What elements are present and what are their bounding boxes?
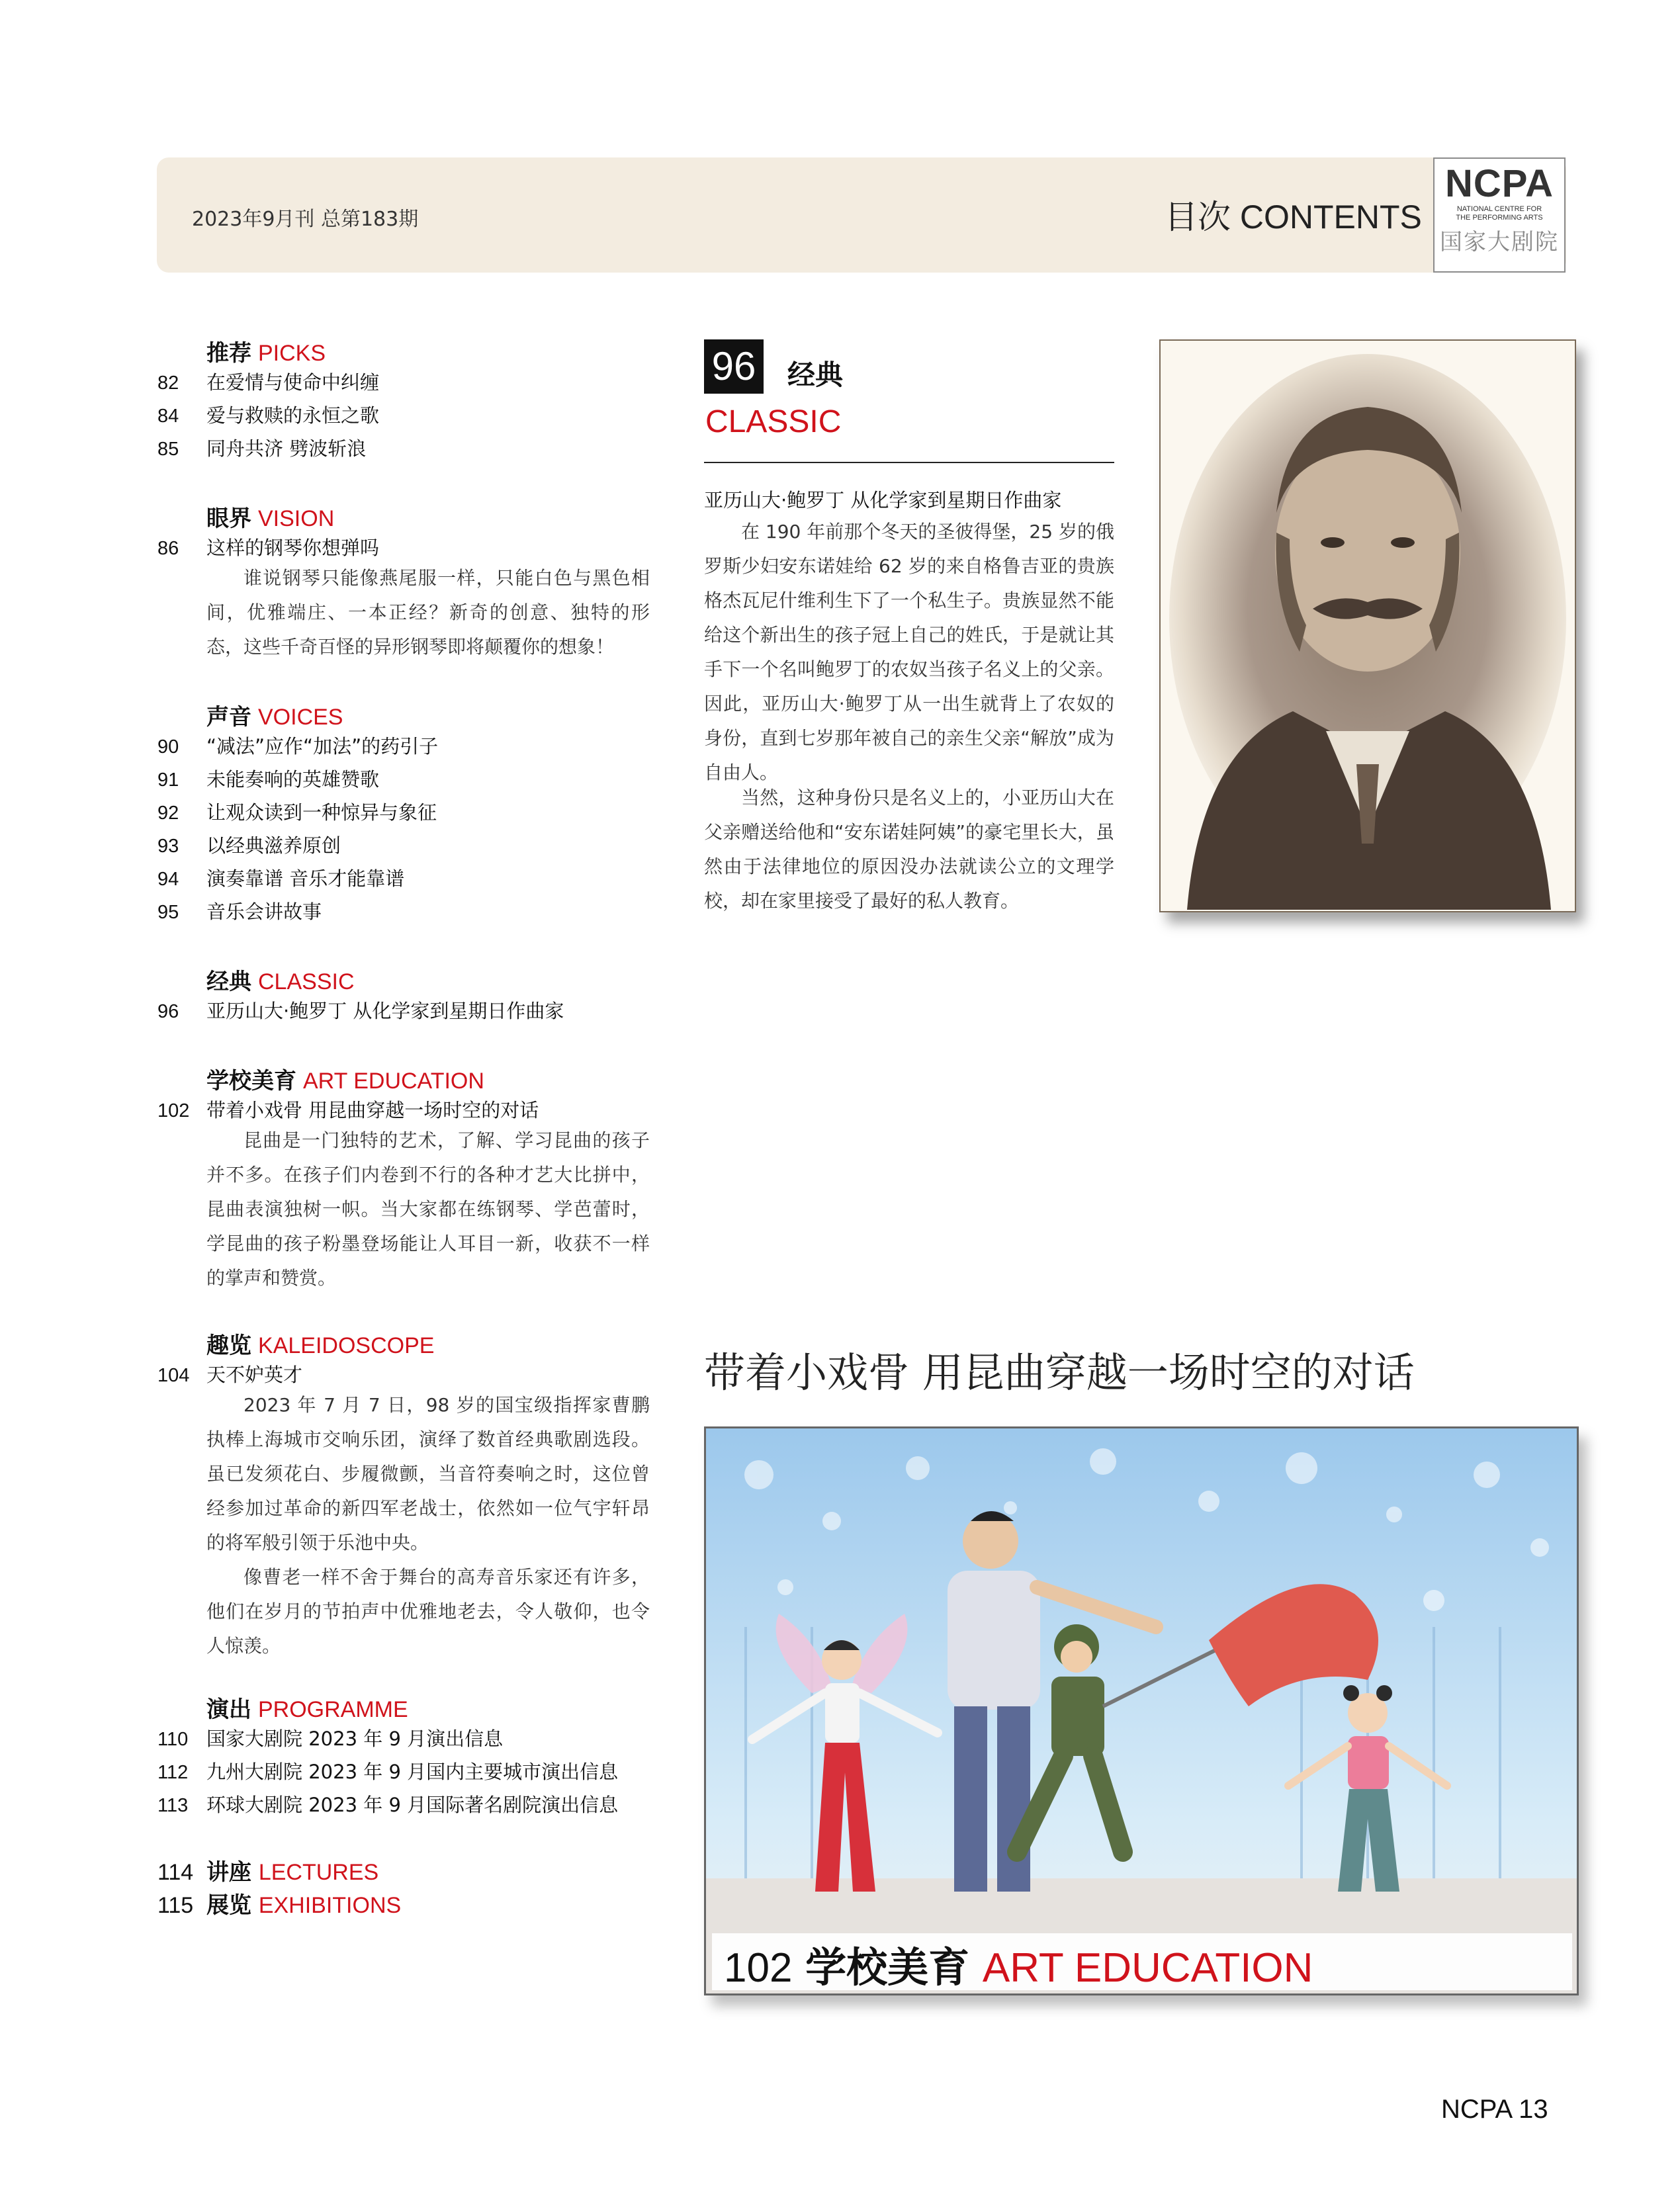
page-footer: NCPA 13 — [1441, 2095, 1548, 2124]
toc-item[interactable]: 112 九州大剧院 2023 年 9 月国内主要城市演出信息 — [157, 1761, 619, 1783]
issue-info: 2023年9月刊 总第183期 — [192, 208, 419, 231]
toc-item[interactable]: 94 演奏靠谱 音乐才能靠谱 — [157, 867, 405, 890]
toc-item[interactable]: 86 这样的钢琴你想弹吗 — [157, 537, 380, 559]
logo-main: NCPA — [1444, 162, 1554, 205]
feature-number-badge: 96 — [704, 339, 764, 394]
vision-description: 谁说钢琴只能像燕尾服一样，只能白色与黑色相间，优雅端庄、一本正经？新奇的创意、独特的形态，这些千奇百怪的异形钢琴即将颠覆你的想象！ — [206, 567, 650, 658]
ncpa-logo — [1433, 157, 1566, 273]
art-feature-title[interactable]: 带着小戏骨 用昆曲穿越一场时空的对话 — [704, 1348, 1415, 1397]
section-vision: 眼界 VISION — [206, 505, 335, 532]
page-title: 目次 CONTENTS — [1165, 198, 1422, 236]
feature-section-cn: 经典 — [787, 359, 844, 391]
logo-line1: NATIONAL CENTRE FOR — [1456, 205, 1542, 213]
feature-paragraph-2: 当然，这种身份只是名义上的，小亚历山大在父亲赠送给他和“安东诺娃阿姨”的豪宅里长大，虽然由于法律地位的原因没办法就读公立的文理学校，却在家里接受了最好的私人教育。 — [704, 787, 1114, 912]
feature-headline[interactable]: 亚历山大·鲍罗丁 从化学家到星期日作曲家 — [704, 489, 1062, 511]
toc-item[interactable]: 95 音乐会讲故事 — [157, 900, 322, 923]
toc-item[interactable]: 84 爱与救赎的永恒之歌 — [157, 404, 380, 427]
toc-item-exhibitions[interactable]: 115 展览 EXHIBITIONS — [157, 1892, 402, 1919]
toc-item[interactable]: 96 亚历山大·鲍罗丁 从化学家到星期日作曲家 — [157, 1000, 564, 1022]
kaleidoscope-description-1: 2023 年 7 月 7 日，98 岁的国宝级指挥家曹鹏执棒上海城市交响乐团，演绎了数首经典歌剧选段。虽已发须花白、步履微颤，当音符奏响之时，这位曾经参加过革命的新四军老战士，依然如一位气宇轩昂的将军般引领于乐池中央。 — [206, 1394, 650, 1553]
art-illustration — [704, 1426, 1579, 1995]
section-kaleidoscope: 趣览 KALEIDOSCOPE — [206, 1333, 435, 1359]
borodin-portrait — [1159, 339, 1576, 912]
logo-line2: THE PERFORMING ARTS — [1456, 214, 1543, 222]
toc-item[interactable]: 90 “减法”应作“加法”的药引子 — [157, 735, 439, 758]
art-caption[interactable]: 102 学校美育 ART EDUCATION — [724, 1943, 1313, 1991]
toc-item[interactable]: 110 国家大剧院 2023 年 9 月演出信息 — [157, 1728, 504, 1750]
toc-item[interactable]: 91 未能奏响的英雄赞歌 — [157, 768, 380, 791]
portrait-image — [1161, 341, 1575, 911]
toc-item[interactable]: 104 天不妒英才 — [157, 1364, 303, 1386]
stage-illustration — [706, 1428, 1577, 1993]
kaleidoscope-description-2: 像曹老一样不舍于舞台的高寿音乐家还有许多，他们在岁月的节拍声中优雅地老去，令人敬仰，也令人惊羡。 — [206, 1566, 650, 1657]
toc-item[interactable]: 93 以经典滋养原创 — [157, 834, 341, 857]
logo-chinese: 国家大剧院 — [1440, 229, 1559, 255]
toc-item[interactable]: 92 让观众读到一种惊异与象征 — [157, 801, 437, 824]
toc-item[interactable]: 113 环球大剧院 2023 年 9 月国际著名剧院演出信息 — [157, 1794, 619, 1816]
toc-item[interactable]: 102 带着小戏骨 用昆曲穿越一场时空的对话 — [157, 1099, 539, 1121]
toc-item-lectures[interactable]: 114 讲座 LECTURES — [157, 1859, 379, 1886]
divider — [704, 462, 1114, 463]
toc-item[interactable]: 82 在爱情与使命中纠缠 — [157, 371, 380, 394]
section-programme: 演出 PROGRAMME — [206, 1696, 408, 1723]
section-art-education: 学校美育 ART EDUCATION — [206, 1068, 484, 1094]
feature-section-en: CLASSIC — [705, 404, 842, 439]
section-classic: 经典 CLASSIC — [206, 969, 355, 995]
art-education-description: 昆曲是一门独特的艺术，了解、学习昆曲的孩子并不多。在孩子们内卷到不行的各种才艺大比拼中，昆曲表演独树一帜。当大家都在练钢琴、学芭蕾时，学昆曲的孩子粉墨登场能让人耳目一新，收获不一样的掌声和赞赏。 — [206, 1129, 650, 1289]
toc-item[interactable]: 85 同舟共济 劈波斩浪 — [157, 437, 367, 460]
section-picks: 推荐 PICKS — [206, 340, 326, 367]
section-voices: 声音 VOICES — [206, 704, 343, 730]
feature-paragraph-1: 在 190 年前那个冬天的圣彼得堡，25 岁的俄罗斯少妇安东诺娃给 62 岁的来自格鲁吉亚的贵族格杰瓦尼什维利生下了一个私生子。贵族显然不能给这个新出生的孩子冠上自己的姓氏，于是就让其手下一个名叫鲍罗丁的农奴当孩子名义上的父亲。因此，亚历山大·鲍罗丁从一出生就背上了农奴的身份，直到七岁那年被自己的亲生父亲“解放”成为自由人。 — [704, 521, 1114, 783]
